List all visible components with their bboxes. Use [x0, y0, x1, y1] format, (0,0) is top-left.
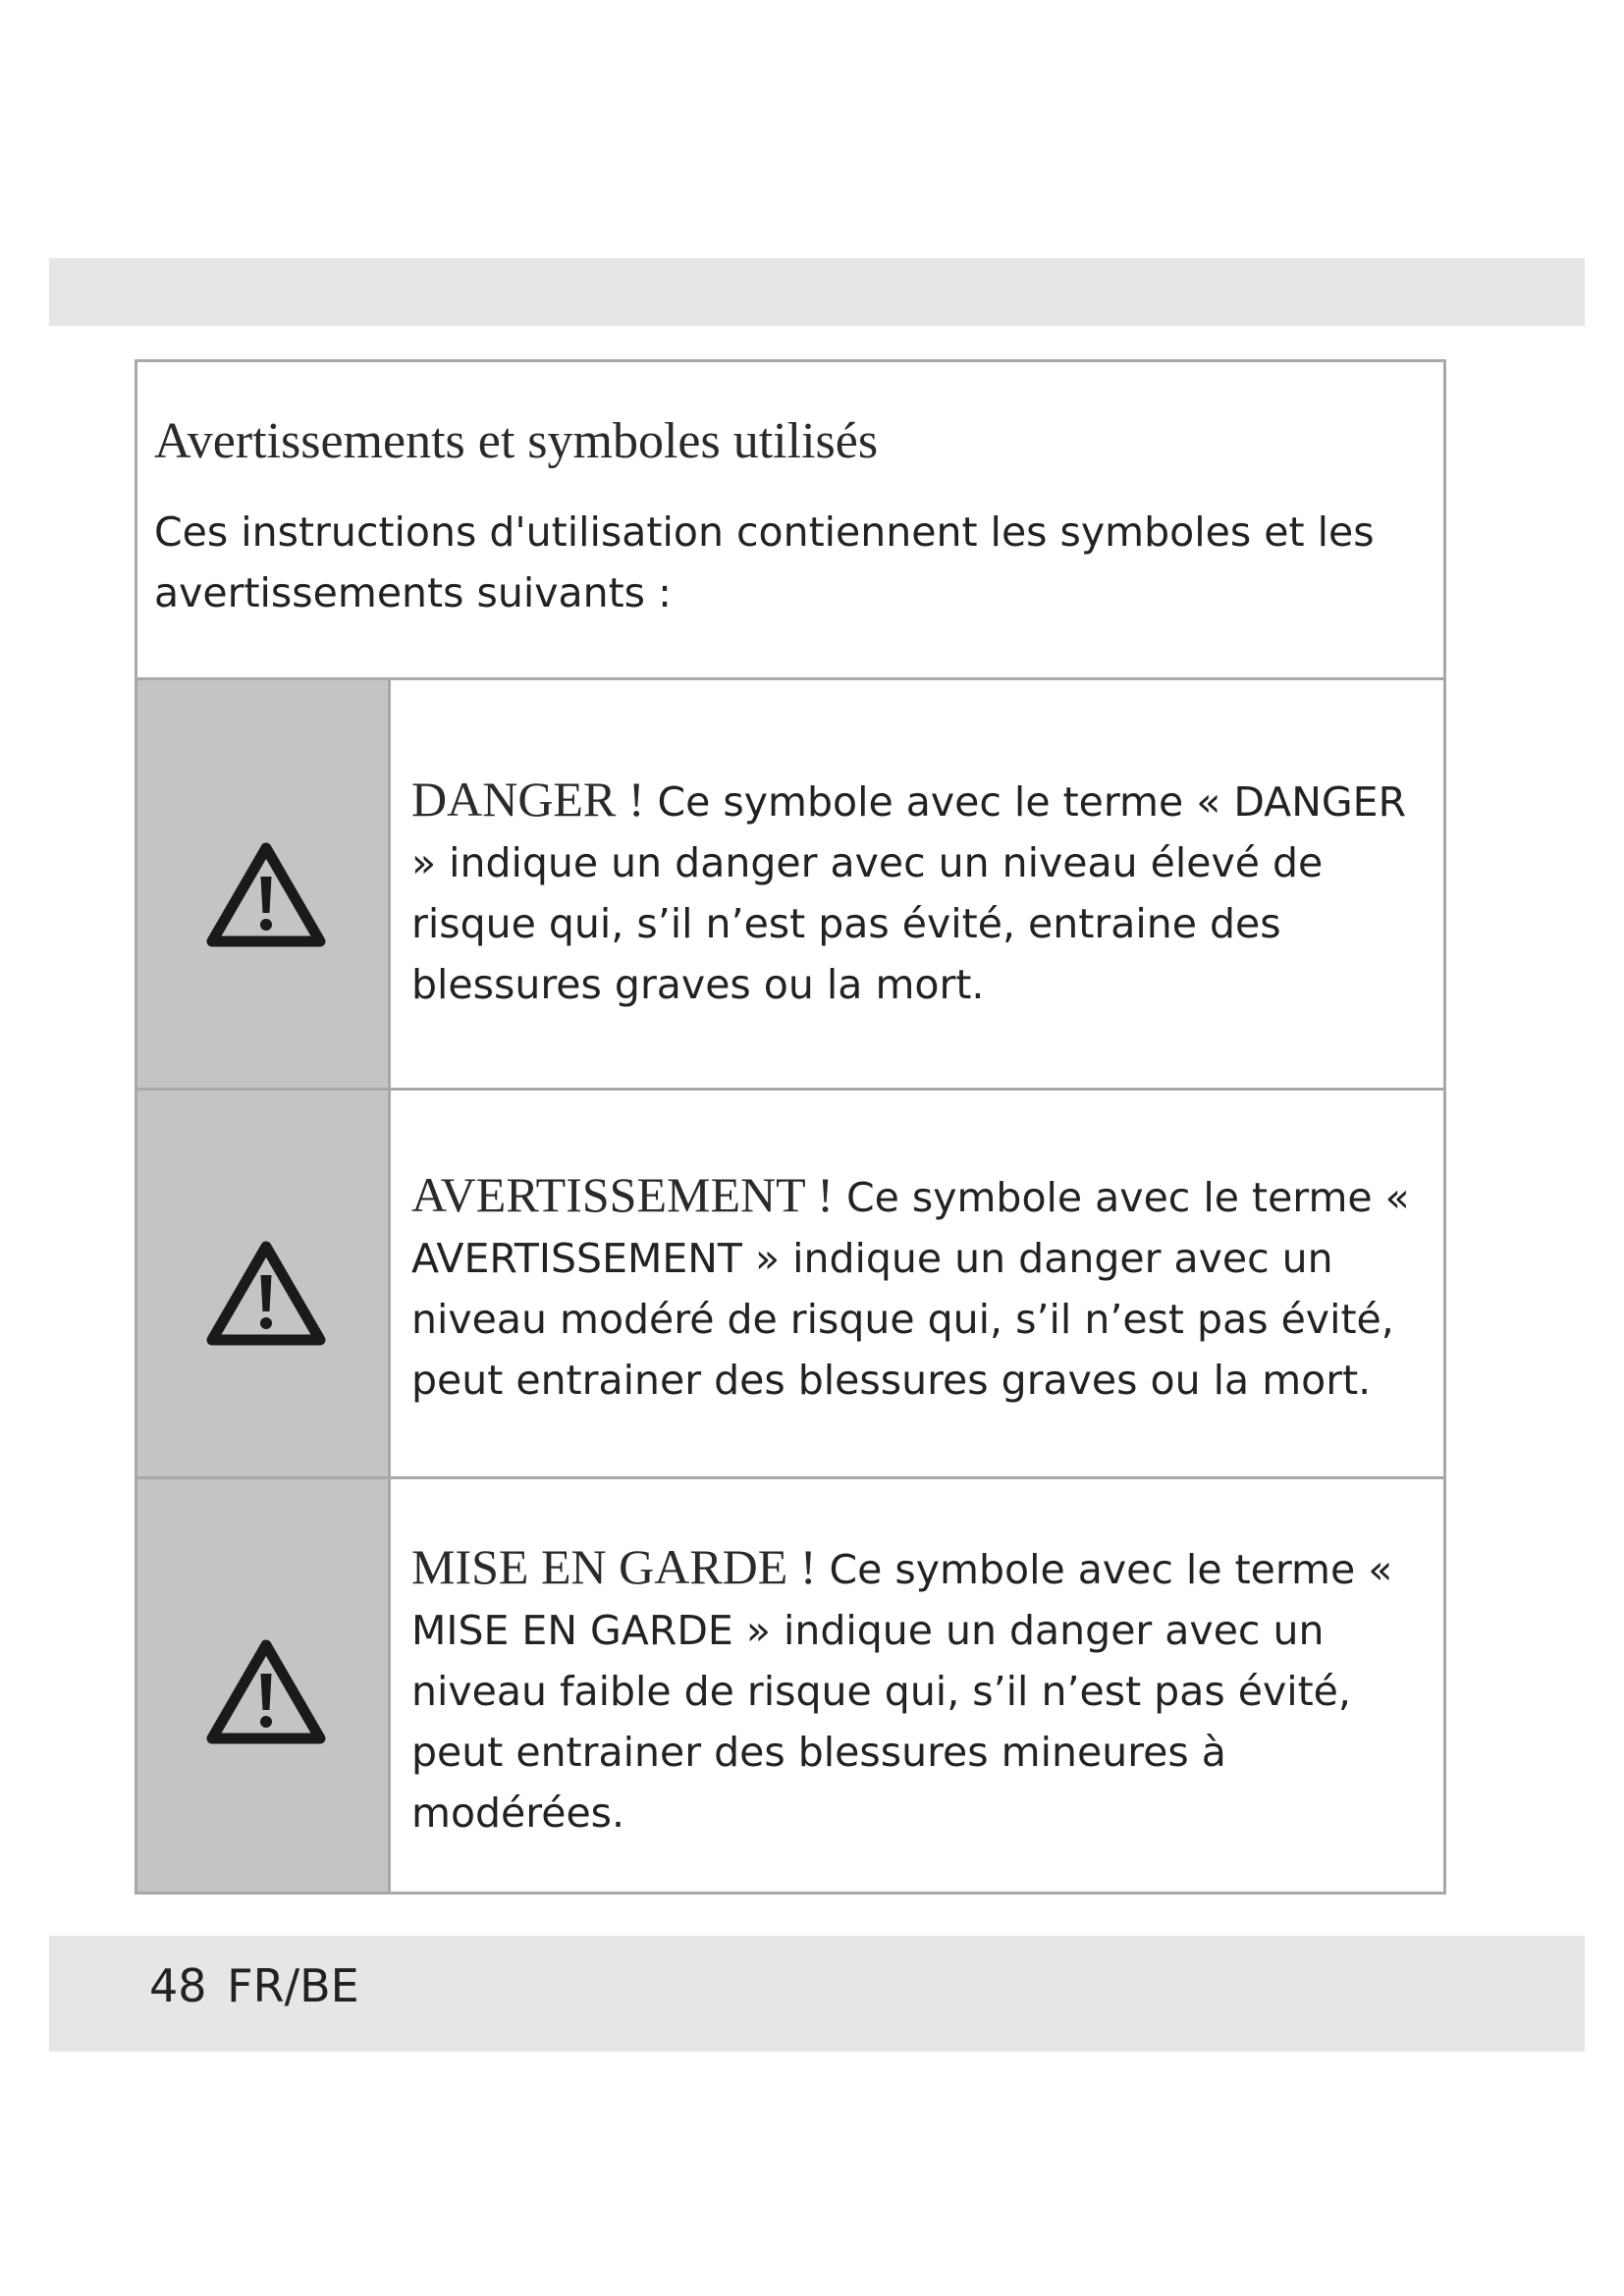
warnings-panel: [135, 359, 1446, 1895]
warning-description: Ce symbole avec le terme « DANGER » indique un danger avec un niveau élevé de risque qui, s’il n’est pas évité, entraine des blessures graves ou la mort.: [411, 778, 1407, 1008]
warning-icon-cell: [137, 1479, 391, 1892]
warning-description: Ce symbole avec le terme « MISE EN GARDE » indique un danger avec un niveau faible de risque qui, s’il n’est pas évité, peut entrainer des blessures mineures à modérées.: [411, 1546, 1393, 1837]
warning-text: [411, 1164, 1433, 1411]
warning-row-mise-en-garde: [137, 1479, 1443, 1892]
warning-icon-cell: [137, 680, 391, 1088]
warning-description: Ce symbole avec le terme « AVERTISSEMENT » indique un danger avec un niveau modéré de risque qui, s’il n’est pas évité, peut entrainer des blessures graves ou la mort.: [411, 1174, 1410, 1404]
warning-keyword: DANGER !: [411, 772, 645, 827]
warning-triangle-icon: [205, 1238, 327, 1348]
locale-code: FR/BE: [227, 1959, 359, 2012]
panel-header: [137, 362, 1443, 680]
warning-text: [411, 1536, 1433, 1843]
footer-band: [49, 1936, 1585, 2052]
warning-row-avertissement: [137, 1091, 1443, 1479]
warning-keyword: MISE EN GARDE !: [411, 1539, 817, 1594]
warning-triangle-icon: [205, 839, 327, 949]
warning-text: [411, 769, 1433, 1015]
warning-row-danger: [137, 680, 1443, 1091]
warning-icon-cell: [137, 1091, 391, 1476]
warning-keyword: AVERTISSEMENT !: [411, 1167, 834, 1222]
section-title: Avertissements et symboles utilisés: [154, 413, 879, 469]
page-number: 48: [149, 1959, 207, 2012]
page-reference: [149, 1959, 359, 2012]
header-band: [49, 258, 1585, 326]
warning-triangle-icon: [205, 1636, 327, 1746]
section-intro: Ces instructions d'utilisation contiennent les symboles et les avertissements suivants :: [154, 508, 1375, 616]
